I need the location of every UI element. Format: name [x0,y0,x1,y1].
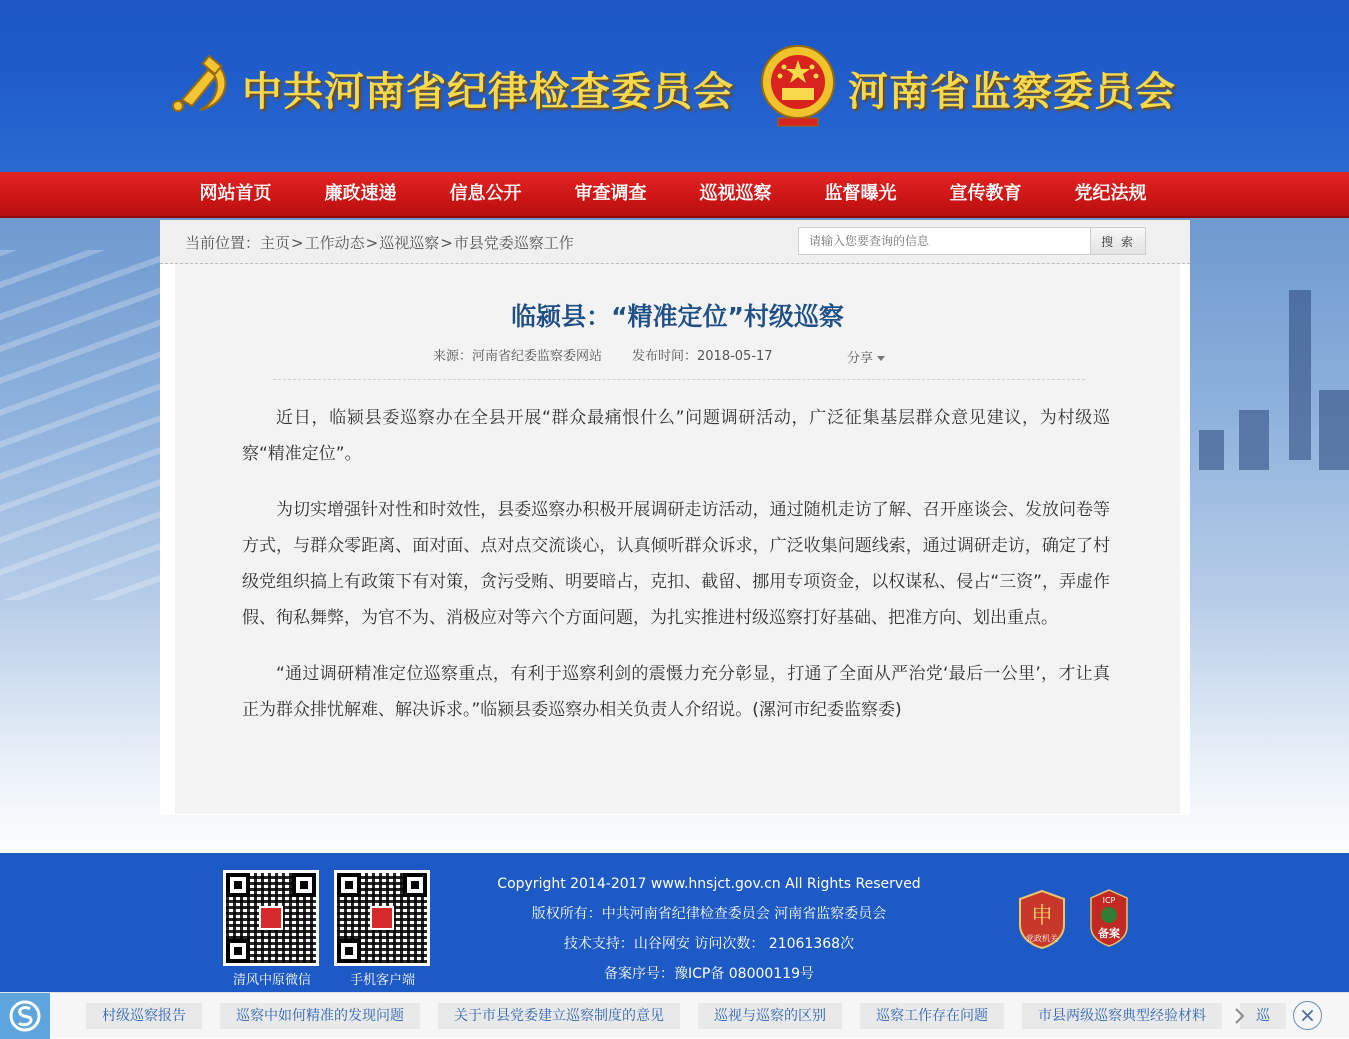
close-icon[interactable] [1293,1001,1322,1030]
article-source: 来源：河南省纪委监察委网站 [433,349,603,364]
nav-item-investigation[interactable]: 审查调查 [574,183,647,204]
nav-item-news[interactable]: 廉政速递 [324,183,397,204]
breadcrumb-separator: > [365,234,379,252]
background-city-right [1179,290,1349,510]
related-tag[interactable]: 市县两级巡察典型经验材料 [1022,1003,1222,1029]
site-footer [0,853,1349,992]
article-meta [433,345,773,364]
share-label: 分享 [847,351,874,366]
breadcrumb-link-home[interactable]: 主页 [260,234,291,252]
breadcrumb-bar [160,220,1190,264]
article [175,264,1180,814]
app-qr-label: 手机客户端 [350,973,416,988]
share-button[interactable] [847,347,885,366]
article-body [242,400,1110,748]
party-agency-badge-label: 党政机关 [1026,934,1058,943]
related-tag[interactable]: 巡察中如何精准的发现问题 [220,1003,420,1029]
site-title-right: 河南省监察委员会 [848,69,1176,115]
wechat-qr-code [223,870,319,966]
nav-item-supervision[interactable]: 监督曝光 [824,183,897,204]
breadcrumb-separator: > [440,234,453,252]
article-title: 临颍县：“精准定位”村级巡察 [511,302,844,331]
article-date: 发布时间：2018-05-17 [632,349,773,364]
nav-item-regulations[interactable]: 党纪法规 [1074,183,1147,204]
nav-item-inspection[interactable]: 巡视巡察 [699,183,772,204]
related-tag[interactable]: 关于市县党委建立巡察制度的意见 [438,1003,680,1029]
icp-badge-label-2: 备案 [1098,927,1120,940]
related-tags [86,1003,1270,1029]
icp-text[interactable]: 备案序号：豫ICP备 08000119号 [603,966,815,982]
breadcrumb-separator: > [291,234,304,252]
site-title-left: 中共河南省纪律检查委员会 [242,69,734,115]
party-emblem-icon [164,48,234,118]
related-tag[interactable]: 村级巡察报告 [86,1003,202,1029]
nav-item-info-disclosure[interactable]: 信息公开 [449,183,522,204]
breadcrumb-link-work[interactable]: 工作动态 [304,234,365,252]
article-paragraph: 为切实增强针对性和时效性，县委巡察办积极开展调研走访活动，通过随机走访了解、召开座谈会、发放问卷等方式，与群众零距离、面对面、点对点交流谈心，认真倾听群众诉求，广泛收集问题线索，通过调研走访，确定了村级党组织搞上有政策下有对策，贪污受贿、明要暗占，克扣、截留、挪用专项资金，以权谋私、侵占“三资”，弄虚作假、徇私舞弊，为官不为、消极应对等六个方面问题，为扎实推进村级巡察打好基础、把准方向、划出重点。 [242,500,1110,628]
related-tag[interactable]: 巡视与巡察的区别 [698,1003,842,1029]
owner-text: 版权所有：中共河南省纪律检查委员会 河南省监察委员会 [531,906,887,922]
caret-down-icon [877,356,885,361]
svg-text:申: 申 [1030,904,1054,929]
article-paragraph: 近日，临颍县委巡察办在全县开展“群众最痛恨什么”问题调研活动，广泛征集基层群众意见建议，为村级巡察“精准定位”。 [242,408,1110,464]
main-nav [0,172,1349,218]
site-header [0,0,1349,172]
divider [273,379,1085,380]
search-box [798,227,1146,255]
search-input[interactable] [799,228,1090,254]
national-emblem-icon [758,40,838,130]
related-search-bar [0,992,1349,1038]
search-button[interactable]: 搜 索 [1090,228,1145,254]
sogou-icon[interactable] [0,993,50,1039]
party-agency-badge-icon[interactable] [1017,889,1067,949]
breadcrumb-prefix: 当前位置： [185,234,261,252]
background-architecture-left [0,250,160,600]
icp-badge-label: ICP [1102,896,1116,905]
chevron-right-icon[interactable] [1229,1006,1249,1026]
icp-badge-icon[interactable] [1089,889,1129,947]
breadcrumb-link-inspection[interactable]: 巡视巡察 [379,234,440,252]
logo-row [160,40,1200,132]
main-panel [160,220,1190,815]
nav-item-education[interactable]: 宣传教育 [949,183,1022,204]
related-tag[interactable]: 巡 [1240,1003,1286,1029]
support-text: 技术支持：山谷网安 访问次数： 21061368次 [563,936,855,952]
related-tag[interactable]: 巡察工作存在问题 [860,1003,1004,1029]
wechat-qr-label: 清风中原微信 [233,973,312,988]
footer-info [470,869,948,989]
article-paragraph: “通过调研精准定位巡察重点，有利于巡察利剑的震慑力充分彰显，打通了全面从严治党‘最后一公里’，才让真正为群众排忧解难、解决诉求。”临颍县委巡察办相关负责人介绍说。(漯河市纪委监察委) [242,664,1110,720]
copyright-text: Copyright 2014-2017 www.hnsjct.gov.cn All Rights Reserved [497,876,921,892]
breadcrumb [185,232,574,253]
breadcrumb-link-city-county[interactable]: 市县党委巡察工作 [453,234,574,252]
nav-item-home[interactable]: 网站首页 [199,183,272,204]
app-qr-code [334,870,430,966]
